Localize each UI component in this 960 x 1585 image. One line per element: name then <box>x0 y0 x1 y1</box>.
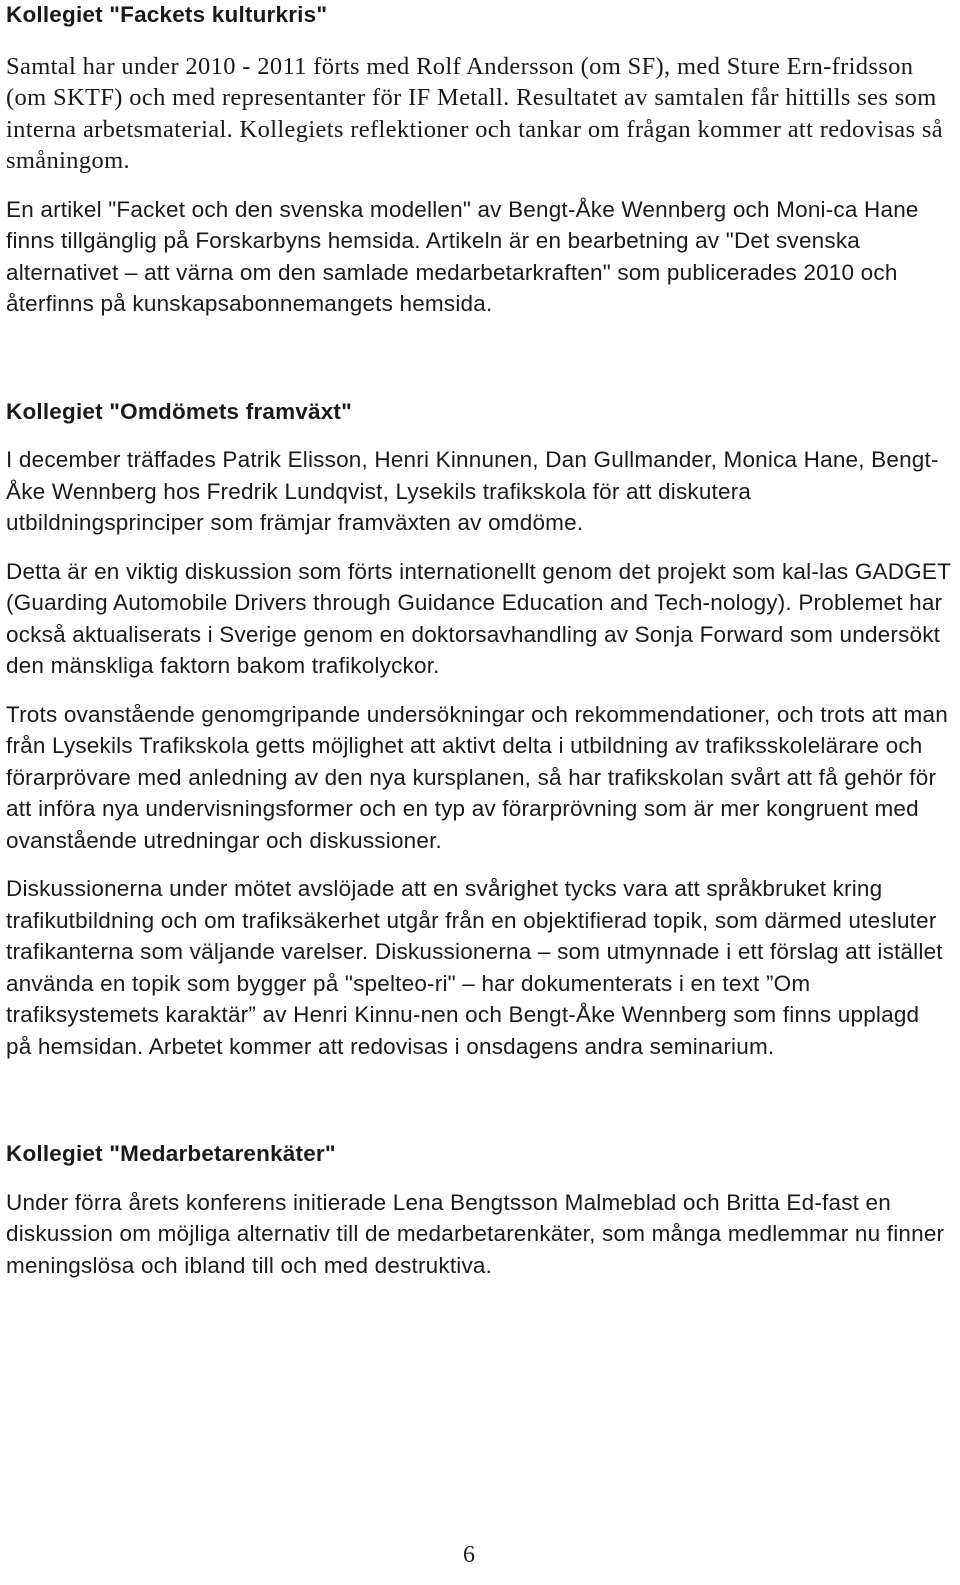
document-page <box>6 0 951 1281</box>
paragraph: Detta är en viktig diskussion som förts internationellt genom det projekt som kal-las GADGET (Guarding Automobile Drivers through Guidance Education and Tech-nology). Problemet har också aktualiserats i Sverige genom en doktorsavhandling av Sonja Forward som undersökt den mänskliga faktorn bakom trafikolyckor. <box>6 558 951 678</box>
paragraph: I december träffades Patrik Elisson, Henri Kinnunen, Dan Gullmander, Monica Hane, Bengt-Åke Wennberg hos Fredrik Lundqvist, Lysekils trafikskola för att diskutera utbildningsprinciper som främjar framväxten av omdöme. <box>6 447 939 535</box>
section-heading-fackets-kulturkris: Kollegiet "Fackets kulturkris" <box>6 2 328 27</box>
section-heading-medarbetarenkater: Kollegiet "Medarbetarenkäter" <box>6 1141 336 1166</box>
section-heading-omdomets-framvaxt: Kollegiet "Omdömets framväxt" <box>6 398 352 424</box>
paragraph: En artikel "Facket och den svenska modellen" av Bengt-Åke Wennberg och Moni-ca Hane finns tillgänglig på Forskarbyns hemsida. Artikeln är en bearbetning av "Det svenska alternativet – att värna om den samlade medarbetarkraften" som publicerades 2010 och återfinns på kunskapsabonnemangets hemsida. <box>6 196 919 316</box>
paragraph: Trots ovanstående genomgripande undersökningar och rekommendationer, och trots att man från Lysekils Trafikskola getts möjlighet att aktivt delta i utbildning av trafiksskolelärare och förarprövare med anledning av den nya kursplanen, så har trafikskolan svårt att få gehör för att införa nya undervisningsformer och en typ av förarprövning som är mer kongruent med ovanstående utredningar och diskussioner. <box>6 701 948 853</box>
page-number: 6 <box>463 1542 475 1568</box>
paragraph: Samtal har under 2010 - 2011 förts med Rolf Andersson (om SF), med Sture Ern-fridsson (om SKTF) och med representanter för IF Metall. Resultatet av samtalen får hittills ses som interna arbetsmaterial. Kollegiets reflektioner och tankar om frågan kommer att redovisas så småningom. <box>6 52 943 174</box>
paragraph: Under förra årets konferens initierade Lena Bengtsson Malmeblad och Britta Ed-fast en diskussion om möjliga alternativ till de medarbetarenkäter, som många medlemmar nu finner meningslösa och ibland till och med destruktiva. <box>6 1189 945 1278</box>
paragraph: Diskussionerna under mötet avslöjade att en svårighet tycks vara att språkbruket kring trafikutbildning och om trafiksäkerhet utgår från en objektifierad topik, som därmed utesluter trafikanterna som väljande varelser. Diskussionerna – som utmynnade i ett förslag att istället använda en topik som bygger på "spelteo-ri" – har dokumenterats i en text ”Om trafiksystemets karaktär” av Henri Kinnu-nen och Bengt-Åke Wennberg som finns upplagd på hemsidan. Arbetet kommer att redovisas i onsdagens andra seminarium. <box>6 876 943 1059</box>
